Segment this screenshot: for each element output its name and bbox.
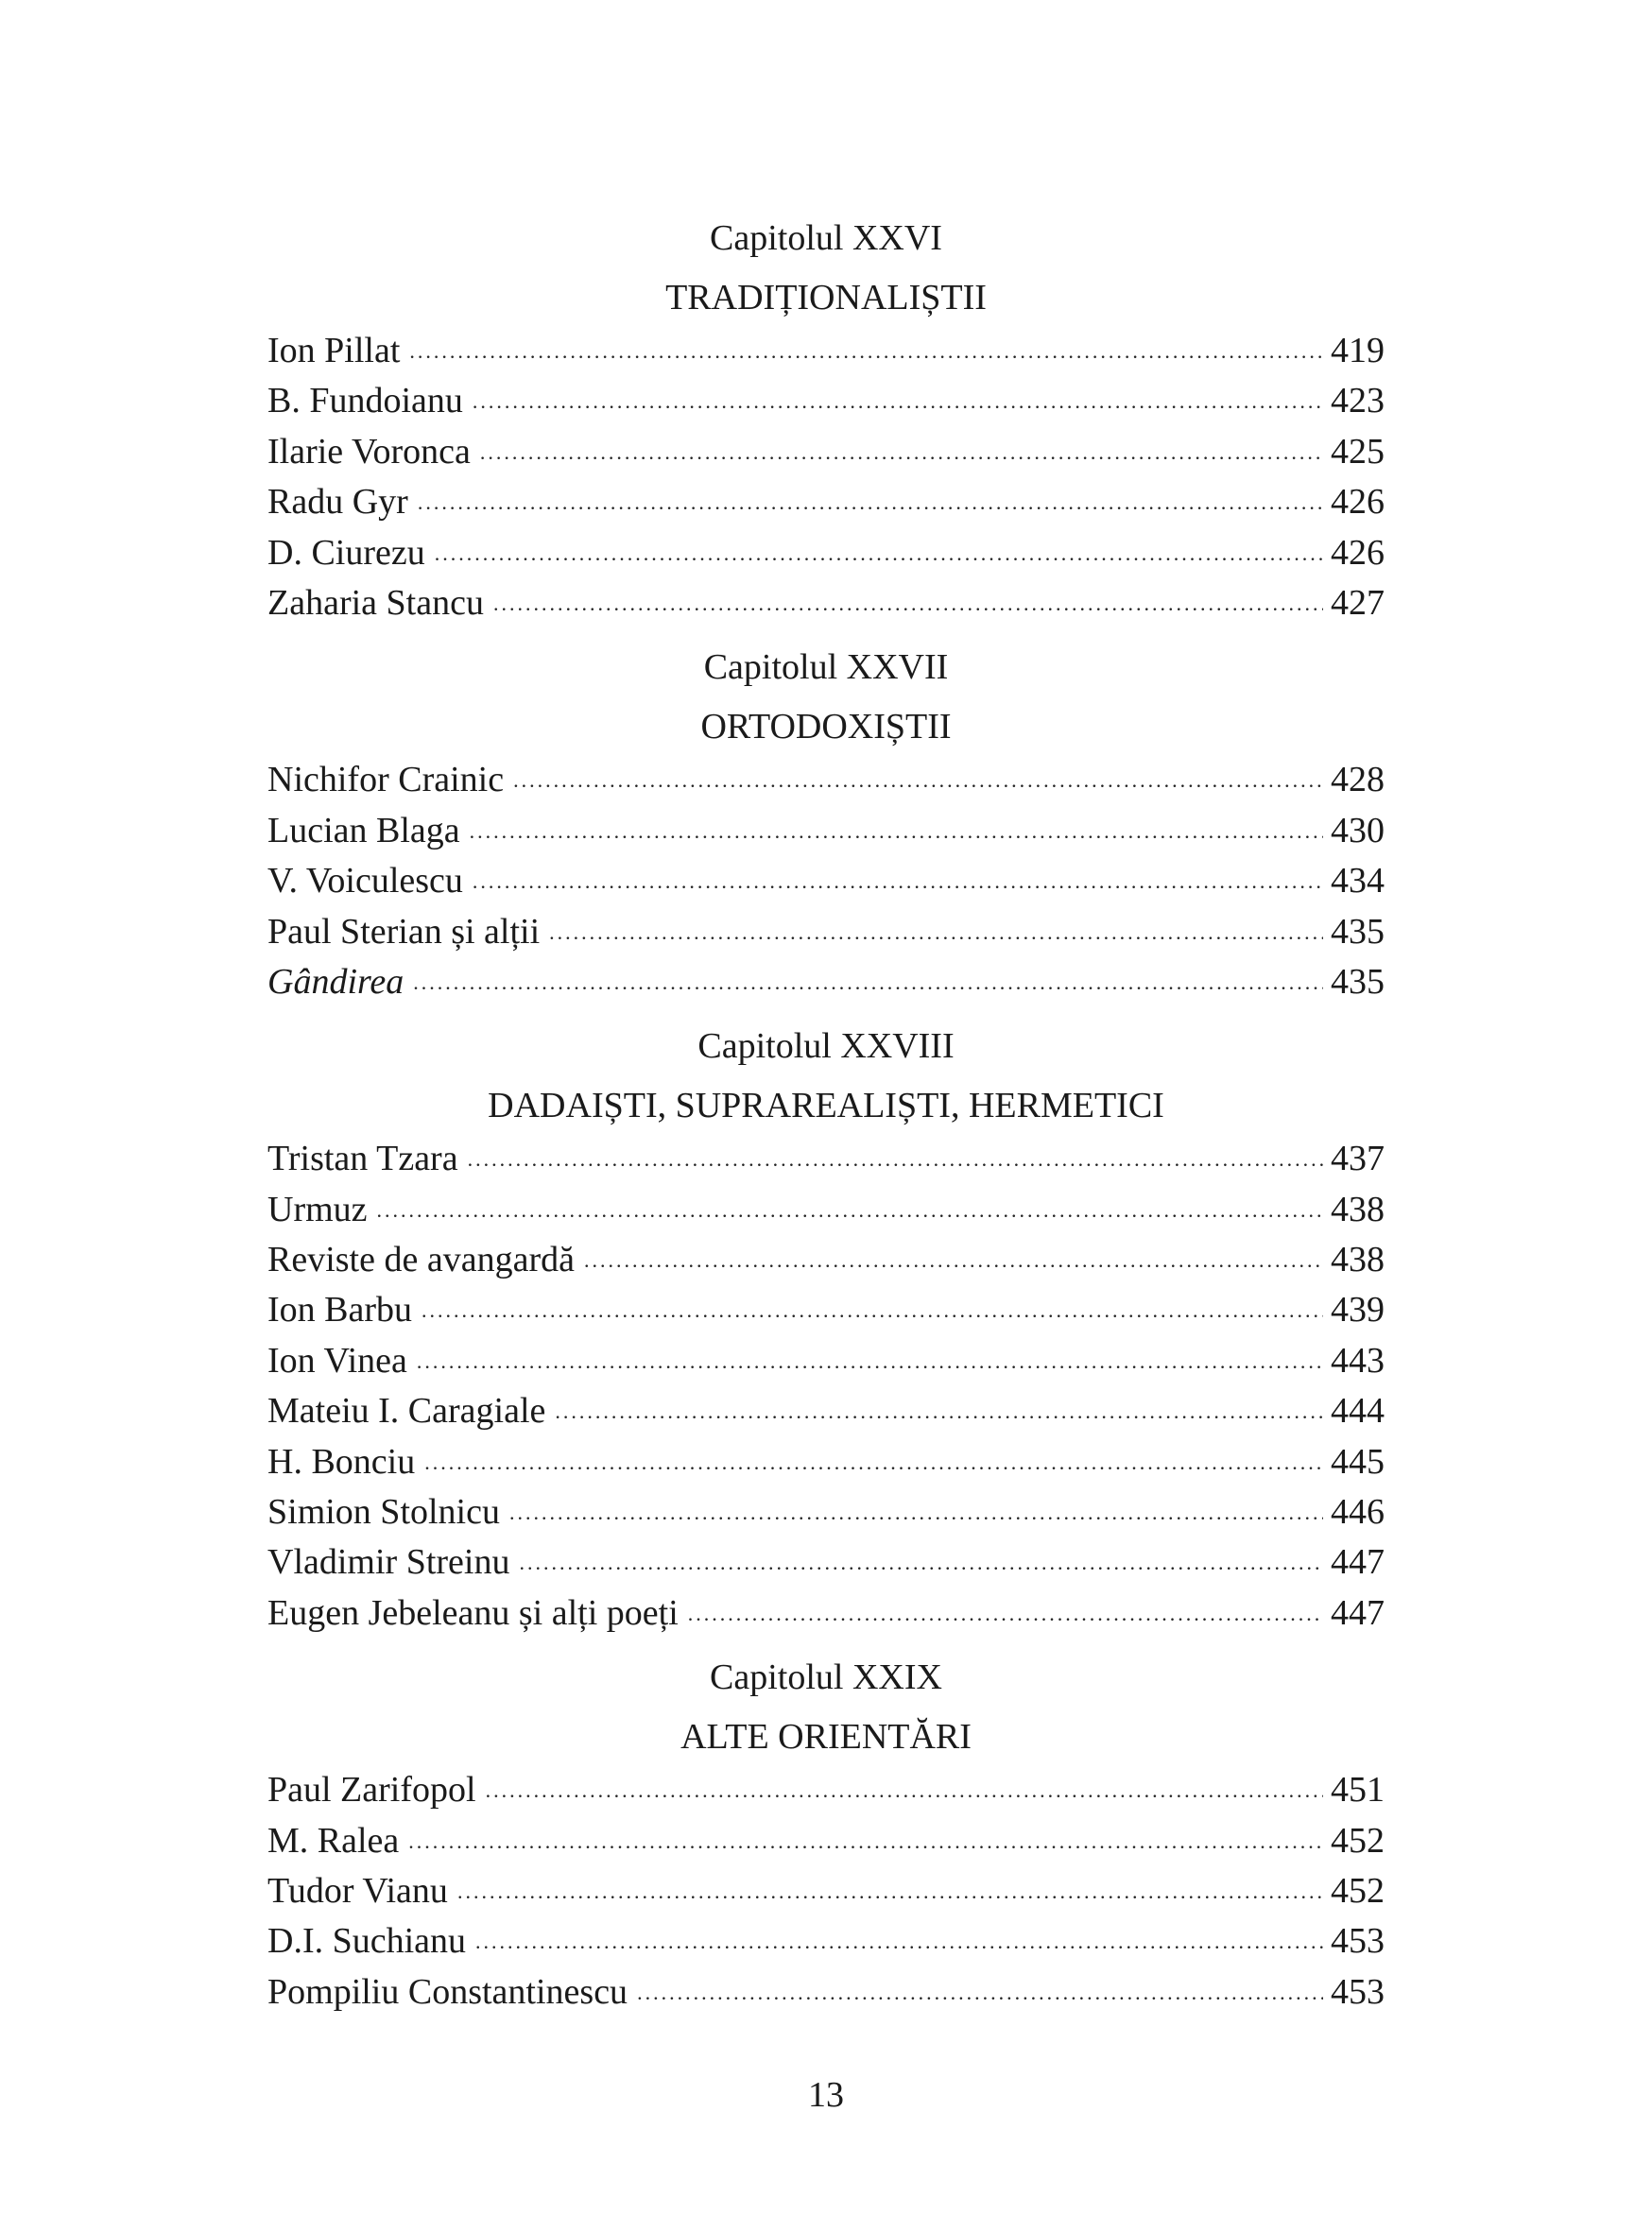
entry-page: 452 bbox=[1331, 1870, 1385, 1911]
table-of-contents bbox=[267, 207, 1385, 2025]
entry-title: Reviste de avangardă bbox=[267, 1240, 575, 1280]
toc-entry bbox=[267, 1134, 1385, 1184]
page-number: 13 bbox=[808, 2075, 844, 2115]
dot-leader bbox=[424, 1437, 1323, 1487]
entry-title: V. Voiculescu bbox=[267, 861, 463, 901]
entry-page: 444 bbox=[1331, 1391, 1385, 1432]
toc-entry bbox=[267, 326, 1385, 376]
entry-page: 419 bbox=[1331, 331, 1385, 370]
entry-title: Tristan Tzara bbox=[267, 1139, 458, 1179]
toc-entry bbox=[267, 1765, 1385, 1815]
entry-title: Nichifor Crainic bbox=[267, 760, 505, 800]
dot-leader bbox=[486, 1765, 1323, 1815]
toc-entry bbox=[267, 376, 1385, 426]
toc-entry bbox=[267, 1866, 1385, 1916]
toc-entry bbox=[267, 907, 1385, 957]
entry-page: 426 bbox=[1331, 482, 1385, 523]
dot-leader bbox=[555, 1386, 1323, 1436]
entry-page: 425 bbox=[1331, 431, 1385, 472]
entry-page: 430 bbox=[1331, 810, 1385, 850]
entry-title: H. Bonciu bbox=[267, 1441, 416, 1482]
chapter-title: ALTE ORIENTĂRI bbox=[680, 1717, 972, 1758]
dot-leader bbox=[413, 957, 1323, 1007]
dot-leader bbox=[457, 1866, 1323, 1916]
entry-title: Lucian Blaga bbox=[267, 810, 460, 850]
entry-page: 427 bbox=[1331, 582, 1385, 623]
entry-title: Pompiliu Constantinescu bbox=[267, 1971, 628, 2012]
entry-title: Eugen Jebeleanu și alți poeți bbox=[267, 1592, 679, 1633]
toc-entry bbox=[267, 427, 1385, 477]
entry-title: D. Ciurezu bbox=[267, 532, 425, 573]
chapter-number: Capitolul XXIX bbox=[710, 1657, 942, 1698]
dot-leader bbox=[377, 1185, 1323, 1235]
toc-entry bbox=[267, 1816, 1385, 1866]
toc-entry bbox=[267, 528, 1385, 578]
dot-leader bbox=[435, 528, 1323, 578]
chapter-number: Capitolul XXVIII bbox=[697, 1026, 955, 1067]
entry-page: 428 bbox=[1331, 760, 1385, 800]
dot-leader bbox=[513, 755, 1323, 805]
dot-leader bbox=[549, 907, 1323, 957]
entry-page: 451 bbox=[1331, 1770, 1385, 1811]
toc-entry bbox=[267, 1185, 1385, 1235]
dot-leader bbox=[509, 1487, 1323, 1537]
entry-page: 452 bbox=[1331, 1820, 1385, 1861]
entry-page: 426 bbox=[1331, 532, 1385, 573]
toc-entry bbox=[267, 957, 1385, 1007]
toc-entry bbox=[267, 1285, 1385, 1335]
toc-entry bbox=[267, 1487, 1385, 1537]
dot-leader bbox=[493, 578, 1323, 628]
entry-page: 443 bbox=[1331, 1340, 1385, 1381]
dot-leader bbox=[475, 1916, 1323, 1966]
entry-title: Gândirea bbox=[267, 961, 404, 1002]
toc-entry bbox=[267, 477, 1385, 527]
toc-entry bbox=[267, 1235, 1385, 1285]
chapter-title: TRADIȚIONALIȘTII bbox=[665, 278, 987, 318]
entry-title: M. Ralea bbox=[267, 1820, 400, 1861]
dot-leader bbox=[408, 1816, 1323, 1866]
entry-page: 446 bbox=[1331, 1492, 1385, 1533]
dot-leader bbox=[473, 376, 1323, 426]
toc-entry bbox=[267, 755, 1385, 805]
dot-leader bbox=[473, 856, 1323, 906]
entry-title: Ion Pillat bbox=[267, 331, 401, 370]
dot-leader bbox=[480, 427, 1323, 477]
chapter-number: Capitolul XXVII bbox=[703, 647, 949, 688]
entry-title: Paul Zarifopol bbox=[267, 1770, 476, 1811]
entry-page: 437 bbox=[1331, 1139, 1385, 1179]
toc-entry bbox=[267, 1967, 1385, 2017]
chapter-title: ORTODOXIȘTII bbox=[700, 707, 952, 747]
entry-page: 434 bbox=[1331, 861, 1385, 901]
dot-leader bbox=[470, 806, 1323, 856]
dot-leader bbox=[409, 326, 1323, 376]
dot-leader bbox=[688, 1588, 1323, 1639]
entry-page: 453 bbox=[1331, 1921, 1385, 1962]
entry-page: 447 bbox=[1331, 1592, 1385, 1633]
entry-page: 445 bbox=[1331, 1441, 1385, 1482]
dot-leader bbox=[468, 1134, 1323, 1184]
entry-page: 453 bbox=[1331, 1971, 1385, 2012]
entry-title: Ion Barbu bbox=[267, 1290, 413, 1331]
entry-title: Simion Stolnicu bbox=[267, 1492, 500, 1533]
chapter-title: DADAIȘTI, SUPRAREALIȘTI, HERMETICI bbox=[488, 1086, 1164, 1126]
entry-page: 423 bbox=[1331, 381, 1385, 421]
toc-entry bbox=[267, 578, 1385, 628]
toc-entry bbox=[267, 1537, 1385, 1588]
entry-page: 438 bbox=[1331, 1189, 1385, 1229]
entry-page: 435 bbox=[1331, 961, 1385, 1002]
toc-entry bbox=[267, 1916, 1385, 1966]
entry-page: 439 bbox=[1331, 1290, 1385, 1331]
entry-title: Paul Sterian și alții bbox=[267, 911, 541, 952]
dot-leader bbox=[637, 1967, 1323, 2017]
entry-title: Ilarie Voronca bbox=[267, 431, 471, 472]
dot-leader bbox=[422, 1285, 1323, 1335]
dot-leader bbox=[584, 1235, 1323, 1285]
entry-title: Mateiu I. Caragiale bbox=[267, 1391, 546, 1432]
entry-title: Vladimir Streinu bbox=[267, 1542, 510, 1583]
toc-entry bbox=[267, 1588, 1385, 1639]
entry-page: 438 bbox=[1331, 1240, 1385, 1280]
toc-entry bbox=[267, 856, 1385, 906]
dot-leader bbox=[417, 1336, 1323, 1386]
toc-entry bbox=[267, 1386, 1385, 1436]
entry-title: Radu Gyr bbox=[267, 482, 408, 523]
toc-entry bbox=[267, 1437, 1385, 1487]
dot-leader bbox=[519, 1537, 1323, 1588]
entry-page: 435 bbox=[1331, 911, 1385, 952]
toc-entry bbox=[267, 806, 1385, 856]
entry-title: Ion Vinea bbox=[267, 1340, 407, 1381]
chapter-number: Capitolul XXVI bbox=[710, 218, 942, 258]
entry-page: 447 bbox=[1331, 1542, 1385, 1583]
toc-entry bbox=[267, 1336, 1385, 1386]
entry-title: Zaharia Stancu bbox=[267, 582, 484, 623]
entry-title: Tudor Vianu bbox=[267, 1870, 448, 1911]
dot-leader bbox=[418, 477, 1323, 527]
entry-title: D.I. Suchianu bbox=[267, 1921, 467, 1962]
entry-title: B. Fundoianu bbox=[267, 381, 463, 421]
entry-title: Urmuz bbox=[267, 1189, 368, 1229]
